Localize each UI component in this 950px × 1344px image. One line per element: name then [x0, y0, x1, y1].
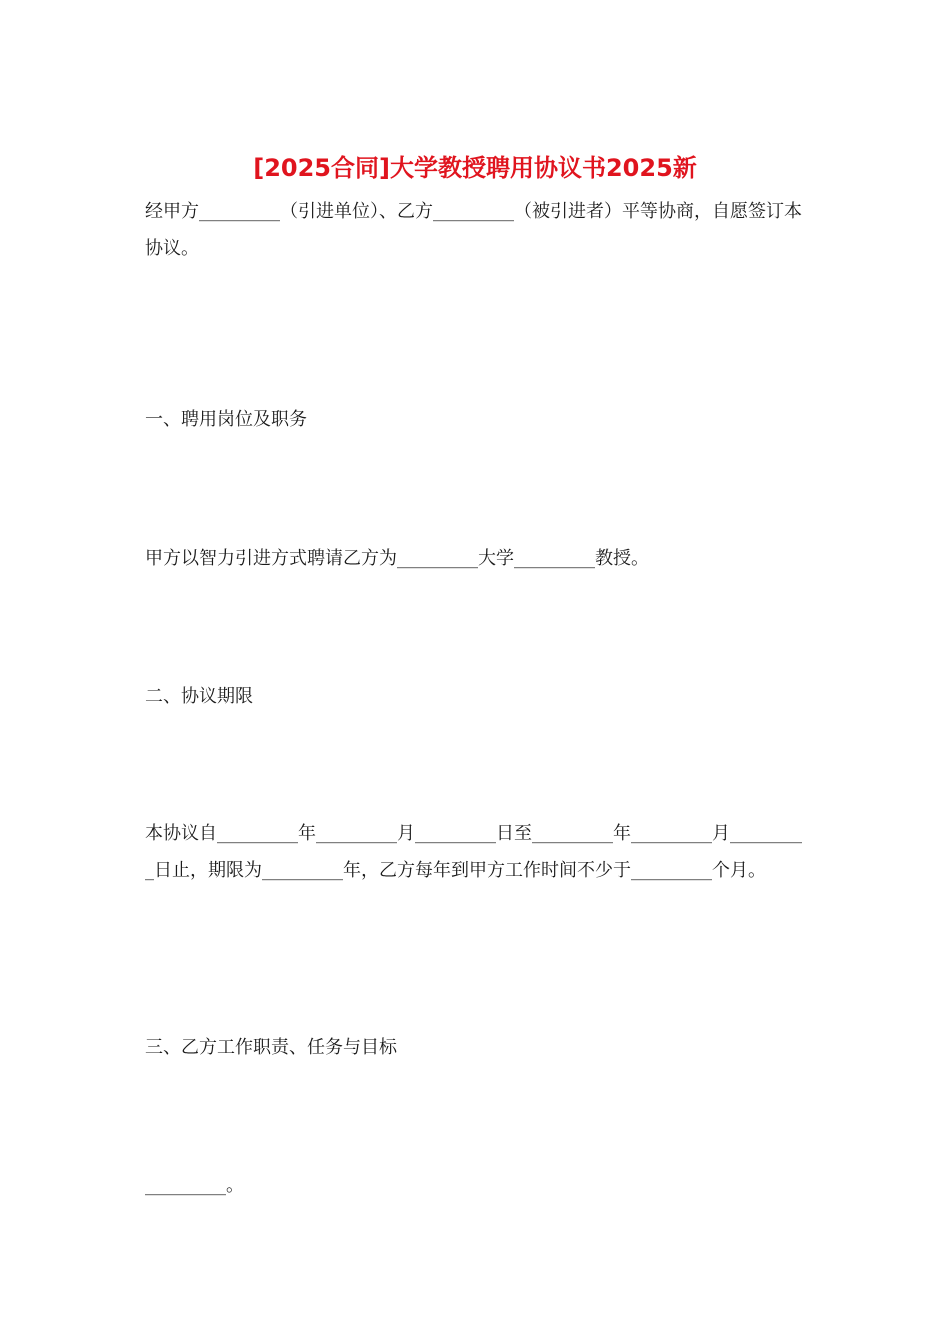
section-heading-duties: 三、乙方工作职责、任务与目标: [145, 1037, 397, 1058]
section-heading-term: 二、协议期限: [145, 686, 253, 707]
intro-paragraph: 经甲方_________（引进单位）、乙方_________（被引进者）平等协商，自愿签订本协议。: [145, 201, 802, 259]
section-body-position: 甲方以智力引进方式聘请乙方为_________大学_________教授。: [145, 548, 649, 569]
section-body-term: 本协议自_________年_________月_________日至_________年_________月_________日止，期限为_________年，乙方每年到甲方工作时间不少于_________个月。: [145, 823, 802, 881]
document-title: [2025合同]大学教授聘用协议书2025新: [253, 154, 697, 182]
section-heading-position: 一、聘用岗位及职务: [145, 409, 307, 430]
section-body-duties: _________。: [145, 1175, 244, 1196]
